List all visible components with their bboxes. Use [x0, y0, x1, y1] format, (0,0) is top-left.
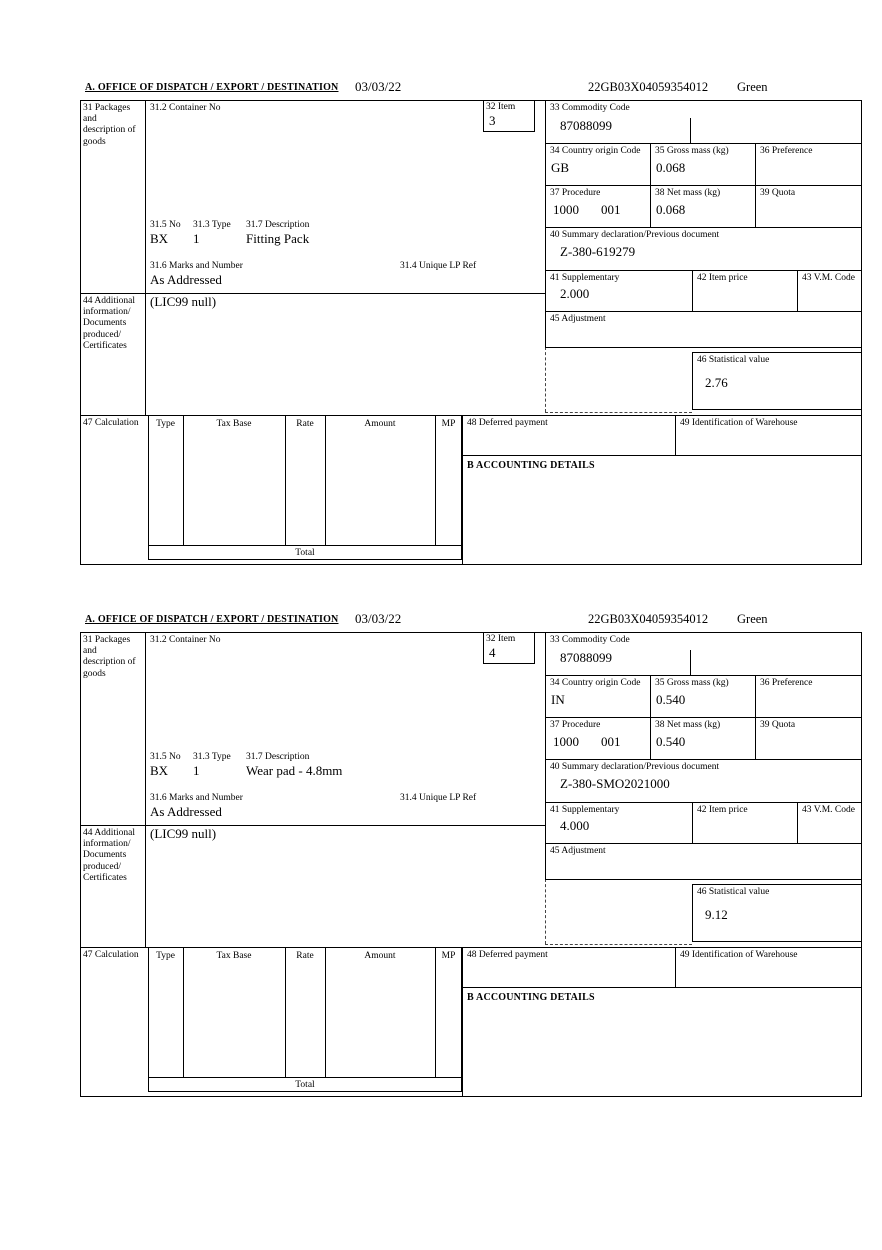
procedure-ext-value: 001	[601, 202, 621, 217]
gross-mass-value: 0.068	[656, 160, 686, 175]
procedure-ext-value: 001	[601, 734, 621, 749]
declaration-item-block	[0, 612, 882, 1117]
item-label: 32 Item	[486, 634, 516, 644]
dashed-divider-line	[545, 879, 546, 944]
divider-line	[545, 185, 862, 186]
declaration-reference: 22GB03X04059354012	[588, 612, 709, 626]
divider-line	[462, 947, 463, 1097]
warehouse-id-label: 49 Identification of Warehouse	[680, 950, 798, 960]
divider-line	[650, 185, 651, 227]
declaration-reference: 22GB03X04059354012	[588, 80, 709, 94]
vm-code-label: 43 V.M. Code	[802, 273, 855, 283]
calc-type-header: Type	[156, 951, 175, 961]
supplementary-label: 41 Supplementary	[550, 805, 620, 815]
divider-line	[285, 415, 286, 545]
additional-information-label: 44 Additional information/ Documents produced/ Certificates	[83, 296, 135, 351]
calc-amount-header: Amount	[364, 951, 396, 961]
divider-line	[183, 415, 184, 545]
calc-tax-base-header: Tax Base	[216, 419, 252, 429]
divider-line	[755, 185, 756, 227]
divider-line	[148, 1077, 462, 1078]
office-of-dispatch-header: A. OFFICE OF DISPATCH / EXPORT / DESTINATION	[85, 82, 339, 93]
gross-mass-value: 0.540	[656, 692, 686, 707]
divider-line	[545, 632, 546, 879]
statistical-value-label: 46 Statistical value	[697, 887, 770, 897]
net-mass-value: 0.540	[656, 734, 686, 749]
divider-line	[545, 143, 862, 144]
procedure-label: 37 Procedure	[550, 188, 601, 198]
commodity-code-label: 33 Commodity Code	[550, 635, 630, 645]
declaration-date: 03/03/22	[355, 611, 402, 626]
divider-line	[545, 100, 546, 347]
calc-tax-base-header: Tax Base	[216, 951, 252, 961]
deferred-payment-label: 48 Deferred payment	[467, 950, 548, 960]
preference-label: 36 Preference	[760, 146, 813, 156]
item-price-label: 42 Item price	[697, 273, 748, 283]
divider-line	[285, 947, 286, 1077]
divider-line	[545, 802, 862, 803]
packages-type-value: 1	[193, 231, 200, 246]
previous-document-value: Z-380-619279	[560, 244, 636, 259]
divider-line	[325, 947, 326, 1077]
packages-no-label: 31.5 No	[150, 220, 181, 230]
calc-type-header: Type	[156, 419, 175, 429]
commodity-code-label: 33 Commodity Code	[550, 103, 630, 113]
packages-description-label: 31 Packages and description of goods	[83, 635, 136, 679]
commodity-code-value: 87088099	[560, 118, 612, 133]
calculation-label: 47 Calculation	[83, 950, 139, 960]
packages-no-value: BX	[150, 763, 169, 778]
warehouse-id-label: 49 Identification of Warehouse	[680, 418, 798, 428]
divider-line	[675, 415, 676, 455]
calculation-table	[148, 415, 462, 560]
divider-line	[145, 632, 146, 947]
goods-description-value: Fitting Pack	[246, 231, 310, 246]
procedure-value: 1000	[553, 734, 579, 749]
divider-line	[545, 311, 862, 312]
net-mass-label: 38 Net mass (kg)	[655, 188, 721, 198]
declaration-date: 03/03/22	[355, 79, 402, 94]
route-status: Green	[737, 80, 768, 94]
packages-no-label: 31.5 No	[150, 752, 181, 762]
divider-line	[462, 455, 862, 456]
divider-line	[545, 759, 862, 760]
deferred-payment-label: 48 Deferred payment	[467, 418, 548, 428]
divider-line	[797, 802, 798, 843]
dashed-divider-line	[545, 944, 692, 945]
additional-info-value: (LIC99 null)	[150, 294, 217, 309]
statistical-value: 2.76	[705, 375, 728, 390]
gross-mass-label: 35 Gross mass (kg)	[655, 678, 729, 688]
packages-type-value: 1	[193, 763, 200, 778]
calc-rate-header: Rate	[296, 419, 314, 429]
adjustment-label: 45 Adjustment	[550, 846, 606, 856]
previous-document-label: 40 Summary declaration/Previous document	[550, 762, 720, 772]
calc-mp-header: MP	[441, 951, 456, 961]
accounting-details-header: B ACCOUNTING DETAILS	[467, 460, 595, 471]
calc-rate-header: Rate	[296, 951, 314, 961]
item-number-value: 3	[489, 113, 496, 128]
marks-number-label: 31.6 Marks and Number	[150, 261, 243, 271]
divider-line	[755, 143, 756, 185]
divider-line	[435, 415, 436, 545]
container-no-label: 31.2 Container No	[150, 103, 221, 113]
net-mass-value: 0.068	[656, 202, 686, 217]
statistical-value-label: 46 Statistical value	[697, 355, 770, 365]
marks-value: As Addressed	[150, 272, 222, 287]
vm-code-label: 43 V.M. Code	[802, 805, 855, 815]
container-no-label: 31.2 Container No	[150, 635, 221, 645]
declaration-item-block	[0, 80, 882, 585]
divider-line	[692, 802, 693, 843]
packages-type-label: 31.3 Type	[193, 752, 231, 762]
unique-lp-ref-label: 31.4 Unique LP Ref	[400, 261, 477, 271]
packages-description-heading: 31.7 Description	[246, 220, 310, 230]
divider-line	[545, 879, 862, 880]
office-of-dispatch-header: A. OFFICE OF DISPATCH / EXPORT / DESTINATION	[85, 614, 339, 625]
item-number-value: 4	[489, 645, 496, 660]
marks-number-label: 31.6 Marks and Number	[150, 793, 243, 803]
additional-info-value: (LIC99 null)	[150, 826, 217, 841]
divider-line	[755, 675, 756, 717]
country-origin-label: 34 Country origin Code	[550, 678, 641, 688]
commodity-subdivision-tick	[690, 650, 691, 675]
divider-line	[462, 987, 862, 988]
supplementary-label: 41 Supplementary	[550, 273, 620, 283]
calc-mp-header: MP	[441, 419, 456, 429]
accounting-details-header: B ACCOUNTING DETAILS	[467, 992, 595, 1003]
divider-line	[145, 100, 146, 415]
item-price-label: 42 Item price	[697, 805, 748, 815]
marks-value: As Addressed	[150, 804, 222, 819]
calc-total-label: Total	[295, 1080, 315, 1090]
country-origin-label: 34 Country origin Code	[550, 146, 641, 156]
procedure-value: 1000	[553, 202, 579, 217]
route-status: Green	[737, 612, 768, 626]
divider-line	[545, 717, 862, 718]
unique-lp-ref-label: 31.4 Unique LP Ref	[400, 793, 477, 803]
calc-total-label: Total	[295, 548, 315, 558]
divider-line	[545, 675, 862, 676]
dashed-divider-line	[545, 347, 546, 412]
adjustment-label: 45 Adjustment	[550, 314, 606, 324]
calculation-label: 47 Calculation	[83, 418, 139, 428]
divider-line	[545, 270, 862, 271]
net-mass-label: 38 Net mass (kg)	[655, 720, 721, 730]
quota-label: 39 Quota	[760, 188, 796, 198]
commodity-code-value: 87088099	[560, 650, 612, 665]
supplementary-value: 4.000	[560, 818, 590, 833]
packages-no-value: BX	[150, 231, 169, 246]
divider-line	[435, 947, 436, 1077]
quota-label: 39 Quota	[760, 720, 796, 730]
packages-type-label: 31.3 Type	[193, 220, 231, 230]
calc-amount-header: Amount	[364, 419, 396, 429]
divider-line	[462, 415, 463, 565]
procedure-label: 37 Procedure	[550, 720, 601, 730]
divider-line	[797, 270, 798, 311]
calculation-table	[148, 947, 462, 1092]
divider-line	[183, 947, 184, 1077]
supplementary-value: 2.000	[560, 286, 590, 301]
goods-description-value: Wear pad - 4.8mm	[246, 763, 343, 778]
previous-document-value: Z-380-SMO2021000	[560, 776, 670, 791]
additional-information-label: 44 Additional information/ Documents produced/ Certificates	[83, 828, 135, 883]
divider-line	[692, 270, 693, 311]
packages-description-heading: 31.7 Description	[246, 752, 310, 762]
statistical-value: 9.12	[705, 907, 728, 922]
divider-line	[650, 675, 651, 717]
gross-mass-label: 35 Gross mass (kg)	[655, 146, 729, 156]
item-label: 32 Item	[486, 102, 516, 112]
commodity-subdivision-tick	[690, 118, 691, 143]
divider-line	[675, 947, 676, 987]
country-origin-value: GB	[551, 160, 570, 175]
divider-line	[325, 415, 326, 545]
divider-line	[545, 347, 862, 348]
country-origin-value: IN	[551, 692, 565, 707]
divider-line	[650, 143, 651, 185]
packages-description-label: 31 Packages and description of goods	[83, 103, 136, 147]
divider-line	[148, 545, 462, 546]
preference-label: 36 Preference	[760, 678, 813, 688]
divider-line	[545, 843, 862, 844]
dashed-divider-line	[545, 412, 692, 413]
divider-line	[755, 717, 756, 759]
divider-line	[545, 227, 862, 228]
previous-document-label: 40 Summary declaration/Previous document	[550, 230, 720, 240]
divider-line	[650, 717, 651, 759]
